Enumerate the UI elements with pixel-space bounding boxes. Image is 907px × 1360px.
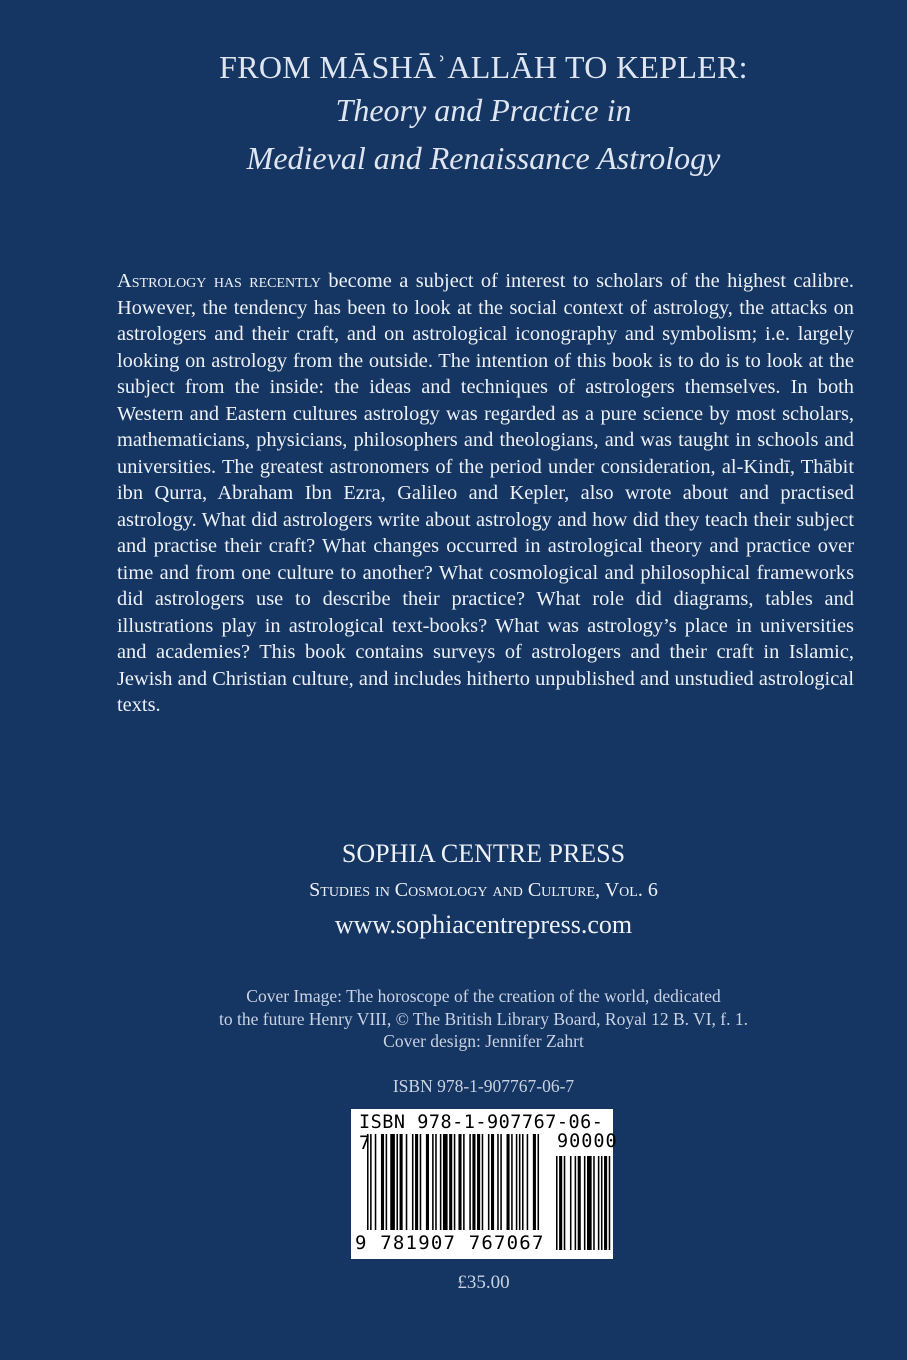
title-block xyxy=(120,48,847,182)
blurb-paragraph xyxy=(117,268,854,719)
barcode-bar xyxy=(598,1156,600,1250)
barcode-ean-digits: 9 781907 767067 xyxy=(355,1232,545,1254)
barcode-isbn-text: ISBN 978-1-907767-06-7 xyxy=(359,1112,604,1154)
barcode xyxy=(351,1109,618,1259)
barcode-bar xyxy=(587,1156,592,1250)
credits-line-2: to the future Henry VIII, © The British Library Board, Royal 12 B. VI, f. 1. xyxy=(219,1008,748,1029)
credits-line-1: Cover Image: The horoscope of the creation of the world, dedicated xyxy=(246,986,721,1006)
price: £35.00 xyxy=(457,1272,510,1293)
barcode-bar xyxy=(559,1156,562,1250)
blurb-text: become a subject of interest to scholars of the highest calibre. However, the tendency has been to look at the social context of astrology, the attacks on astrologers and their craft, and on astrological iconography and symbolism; i.e. largely looking on astrology from the outside. The intention of this book is to do is to look at the subject from the inside: the ideas and techniques of astrologers themselves. In both Western and Eastern cultures astrology was regarded as a pure science by most scholars, mathematicians, physicians, philosophers and theologians, and was taught in schools and universities. The greatest astronomers of the period under consideration, al-Kindī, Thābit ibn Qurra, Abraham Ibn Ezra, Galileo and Kepler, also wrote about and practised astrology. What did astrologers write about astrology and how did they teach their subject and practise their craft? What changes occurred in astrological theory and practice over time and from one culture to another? What cosmological and philosophical frameworks did astrologers use to describe their practice? What role did diagrams, tables and illustrations play in astrological text-books? What was astrology’s place in universities and academies? This book contains surveys of astrologers and their craft in Islamic, Jewish and Christian culture, and includes hitherto unpublished and unstudied astrological texts. xyxy=(117,270,854,716)
book-subtitle-line-2: Medieval and Renaissance Astrology xyxy=(246,140,721,176)
credits-line-3: Cover design: Jennifer Zahrt xyxy=(383,1031,584,1051)
barcode-bar xyxy=(601,1156,603,1250)
book-subtitle-line-1: Theory and Practice in xyxy=(335,92,632,128)
publisher-block xyxy=(120,838,847,942)
series-title: Studies in Cosmology and Culture, Vol. 6 xyxy=(309,879,658,901)
publisher-name: SOPHIA CENTRE PRESS xyxy=(341,839,626,868)
cover-credits xyxy=(120,985,847,1053)
barcode-bar xyxy=(564,1156,566,1250)
barcode-bar xyxy=(593,1156,595,1250)
barcode-bar xyxy=(609,1156,611,1250)
book-title: FROM MĀSHĀʾALLĀH TO KEPLER: xyxy=(219,49,748,85)
barcode-bar xyxy=(578,1156,581,1250)
barcode-addon-digits: 90000 xyxy=(557,1131,618,1152)
publisher-url: www.sophiacentrepress.com xyxy=(334,910,633,939)
barcode-bar xyxy=(604,1156,607,1250)
blurb-lead: Astrology has recently xyxy=(117,270,321,292)
barcode-bar xyxy=(556,1156,558,1250)
barcode-bar xyxy=(584,1156,586,1250)
barcode-bar xyxy=(575,1156,577,1250)
barcode-bar xyxy=(570,1156,572,1250)
isbn-label: ISBN 978-1-907767-06-7 xyxy=(392,1076,575,1096)
